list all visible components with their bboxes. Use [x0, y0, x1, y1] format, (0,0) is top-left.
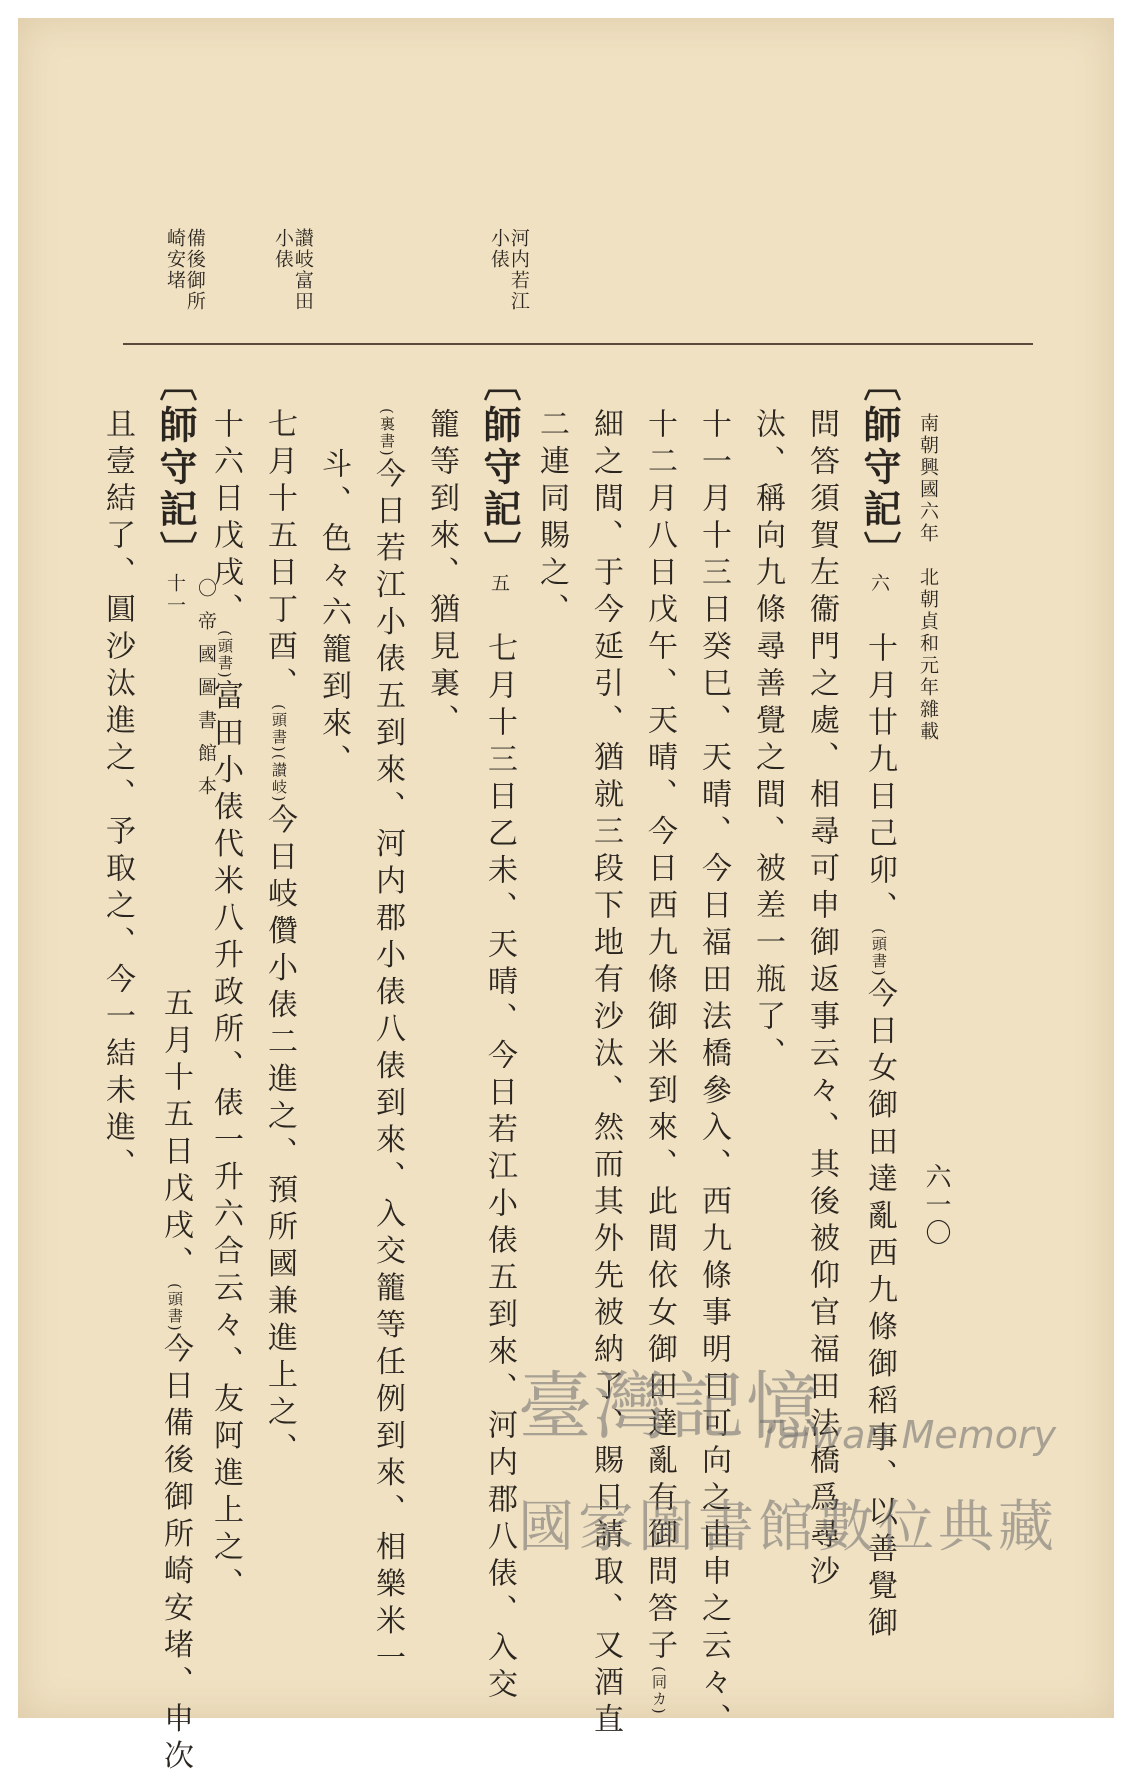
volume-number: 六	[868, 573, 890, 595]
volume-number: 十一	[164, 573, 186, 617]
text-column-8	[477, 363, 522, 1705]
header-rule	[123, 343, 1033, 345]
source-citation: 〔師守記〕	[477, 363, 522, 573]
running-title: 南朝興國六年 北朝貞和元年雜載	[917, 413, 939, 743]
column-text: 十二月八日戊午、天晴、今日西九條御米到來、此間依女御田達亂有御問答子	[642, 408, 677, 1666]
margin-note-sanuki: 讃岐富田 小俵	[271, 228, 314, 312]
source-citation: 〔師守記〕	[857, 363, 902, 573]
column-text: 今日岐儹小俵二進之、預所國兼進上之、	[262, 803, 297, 1470]
annotation: (頭書)	[216, 630, 234, 680]
column-text: 七月十三日乙未、天晴、今日若江小俵五到來、河内郡八俵、入交	[482, 595, 517, 1705]
text-column-3: 汰、稱向九條尋善覺之間、被差一瓶了、	[750, 408, 785, 1074]
document-page	[18, 18, 1114, 1777]
annotation: (同カ)	[650, 1666, 668, 1716]
column-text: 今日若江小俵五到來、河内郡小俵八俵到來、入交籠等任例到來、相樂米一	[370, 457, 405, 1679]
column-text: 今日女御田達亂西九條御稻事、以善覺御	[862, 977, 897, 1644]
volume-number: 五	[488, 573, 510, 595]
text-column-11: 斗、色々六籠到來、	[316, 448, 351, 781]
text-column-4: 十一月十三日癸巳、天晴、今日福田法橋參入、西九條事明日可向之由申之云々、	[696, 408, 731, 1740]
watermark-ncl-digital-collection: 國家圖書館數位典藏	[518, 1495, 1058, 1560]
column-text: 五月十五日戊戌、	[158, 617, 193, 1283]
column-text: 十月廿九日己卯、	[862, 595, 897, 928]
text-column-9: 籠等到來、猶見裏、	[424, 408, 459, 741]
watermark-taiwan-memory-cn: 臺灣記憶	[518, 1364, 822, 1450]
column-text: 富田小俵代米八升政所、俵一升六合云々、友阿進上之、	[208, 679, 243, 1605]
text-column-15: 且壹結了、圓沙汰進之、予取之、今一結未進、	[100, 408, 135, 1185]
annotation: (頭書)	[166, 1283, 184, 1333]
library-source-note: 〇帝國圖書館本	[195, 578, 217, 809]
text-column-6: 細之間、于今延引、猶就三段下地有沙汰、然而其外先被納了、賜日請取、又酒直	[588, 408, 623, 1740]
text-column-14	[153, 363, 198, 1777]
margin-note-kawachi: 河内若江 小俵	[487, 228, 530, 312]
annotation: (頭書)	[270, 704, 288, 754]
annotation: (讃岐)	[270, 753, 288, 804]
column-text: 十六日戊戌、	[208, 408, 243, 630]
column-text: 七月十五日丁酉、	[262, 408, 297, 704]
annotation: (裏書)	[378, 408, 396, 458]
text-column-2: 問答須賀左衞門之處、相尋可申御返事云々、其後被仰官福田法橋爲尋沙	[804, 408, 839, 1592]
margin-note-bingo: 備後御所 崎安堵	[163, 228, 206, 312]
text-column-12	[262, 408, 297, 1470]
annotation: (頭書)	[870, 928, 888, 978]
text-column-10	[370, 408, 405, 1679]
column-text: 今日備後御所崎安堵、申次	[158, 1332, 193, 1777]
source-citation: 〔師守記〕	[153, 363, 198, 573]
watermark-taiwan-memory-en: Taiwan Memory	[758, 1413, 1057, 1457]
text-column-7: 二連同賜之、	[534, 408, 569, 630]
page-number: 六一〇	[921, 1163, 951, 1247]
